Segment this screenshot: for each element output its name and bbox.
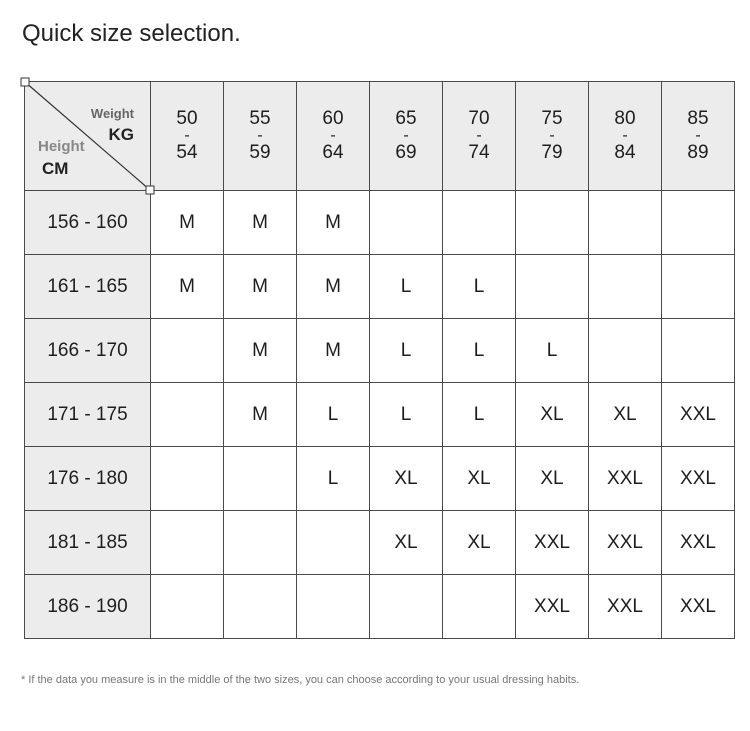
weight-range-header	[151, 82, 224, 191]
footnote: * If the data you measure is in the middle of the two sizes, you can choose according to your usual dressing habits.	[21, 674, 580, 686]
size-cell	[370, 191, 443, 255]
page-title: Quick size selection.	[22, 20, 241, 47]
weight-from: 65	[395, 108, 417, 129]
size-cell: XXL	[662, 575, 735, 639]
weight-to: 69	[395, 142, 417, 163]
size-cell: XXL	[662, 511, 735, 575]
table-row	[25, 511, 735, 575]
size-cell: M	[151, 255, 224, 319]
size-cell	[589, 255, 662, 319]
weight-from: 50	[176, 108, 198, 129]
size-cell: L	[443, 255, 516, 319]
size-cell	[297, 575, 370, 639]
size-cell	[516, 255, 589, 319]
weight-to: 89	[687, 142, 709, 163]
size-cell	[297, 511, 370, 575]
weight-dash: -	[184, 127, 190, 144]
table-row	[25, 383, 735, 447]
size-cell: XXL	[589, 511, 662, 575]
weight-to: 84	[614, 142, 636, 163]
weight-from: 55	[249, 108, 271, 129]
size-cell: XL	[443, 447, 516, 511]
height-range-cell: 166 - 170	[25, 319, 151, 383]
table-row	[25, 255, 735, 319]
size-cell: XXL	[662, 447, 735, 511]
height-label: Height	[38, 138, 85, 155]
size-cell: XL	[516, 383, 589, 447]
size-chart-table	[24, 81, 735, 639]
height-range-cell: 156 - 160	[25, 191, 151, 255]
size-cell: XXL	[662, 383, 735, 447]
size-cell: L	[370, 383, 443, 447]
weight-dash: -	[257, 127, 263, 144]
size-cell	[370, 575, 443, 639]
weight-from: 75	[541, 108, 563, 129]
size-cell	[589, 319, 662, 383]
size-cell	[443, 575, 516, 639]
corner-header-cell	[25, 82, 151, 191]
weight-range-header	[370, 82, 443, 191]
size-cell: L	[370, 319, 443, 383]
table-row	[25, 575, 735, 639]
size-cell: L	[443, 383, 516, 447]
size-cell	[151, 383, 224, 447]
weight-to: 54	[176, 142, 198, 163]
size-cell: M	[224, 191, 297, 255]
weight-from: 60	[322, 108, 344, 129]
height-range-cell: 186 - 190	[25, 575, 151, 639]
weight-range-header	[516, 82, 589, 191]
height-range-cell: 161 - 165	[25, 255, 151, 319]
weight-dash: -	[549, 127, 555, 144]
weight-range-header	[297, 82, 370, 191]
weight-to: 59	[249, 142, 271, 163]
size-cell: M	[224, 383, 297, 447]
size-cell	[443, 191, 516, 255]
weight-dash: -	[403, 127, 409, 144]
size-cell: L	[297, 383, 370, 447]
size-cell	[224, 575, 297, 639]
table-row	[25, 447, 735, 511]
size-cell	[662, 191, 735, 255]
size-cell	[662, 255, 735, 319]
size-cell: L	[370, 255, 443, 319]
size-cell: L	[516, 319, 589, 383]
size-cell: M	[224, 319, 297, 383]
height-range-cell: 171 - 175	[25, 383, 151, 447]
weight-label: Weight	[90, 106, 134, 121]
size-cell	[589, 191, 662, 255]
size-cell: M	[297, 191, 370, 255]
size-cell: XL	[370, 447, 443, 511]
size-cell: M	[151, 191, 224, 255]
resize-handle-bottom-right	[146, 186, 154, 194]
size-cell: M	[297, 319, 370, 383]
weight-to: 74	[468, 142, 490, 163]
weight-to: 64	[322, 142, 344, 163]
height-unit: CM	[42, 159, 69, 178]
size-cell: XXL	[589, 447, 662, 511]
size-cell: M	[297, 255, 370, 319]
size-cell	[151, 319, 224, 383]
size-cell: L	[443, 319, 516, 383]
size-cell	[151, 511, 224, 575]
weight-from: 85	[687, 108, 709, 129]
weight-dash: -	[622, 127, 628, 144]
size-cell	[151, 575, 224, 639]
size-cell: L	[297, 447, 370, 511]
size-cell	[516, 191, 589, 255]
weight-range-header	[662, 82, 735, 191]
size-cell: XL	[370, 511, 443, 575]
weight-unit: KG	[108, 125, 134, 144]
size-cell	[662, 319, 735, 383]
height-range-cell: 181 - 185	[25, 511, 151, 575]
resize-handle-top-left	[21, 78, 29, 86]
size-cell	[224, 447, 297, 511]
table-row	[25, 191, 735, 255]
size-cell: XXL	[516, 575, 589, 639]
weight-range-header	[589, 82, 662, 191]
weight-from: 70	[468, 108, 490, 129]
size-cell: XXL	[516, 511, 589, 575]
weight-to: 79	[541, 142, 563, 163]
weight-from: 80	[614, 108, 636, 129]
size-cell: XL	[589, 383, 662, 447]
weight-range-header	[443, 82, 516, 191]
size-cell: M	[224, 255, 297, 319]
size-cell	[224, 511, 297, 575]
weight-dash: -	[330, 127, 336, 144]
weight-dash: -	[476, 127, 482, 144]
size-cell: XL	[516, 447, 589, 511]
weight-dash: -	[695, 127, 701, 144]
table-row	[25, 319, 735, 383]
size-cell	[151, 447, 224, 511]
size-cell: XXL	[589, 575, 662, 639]
weight-range-header	[224, 82, 297, 191]
height-range-cell: 176 - 180	[25, 447, 151, 511]
weight-header-row	[25, 82, 735, 191]
size-cell: XL	[443, 511, 516, 575]
